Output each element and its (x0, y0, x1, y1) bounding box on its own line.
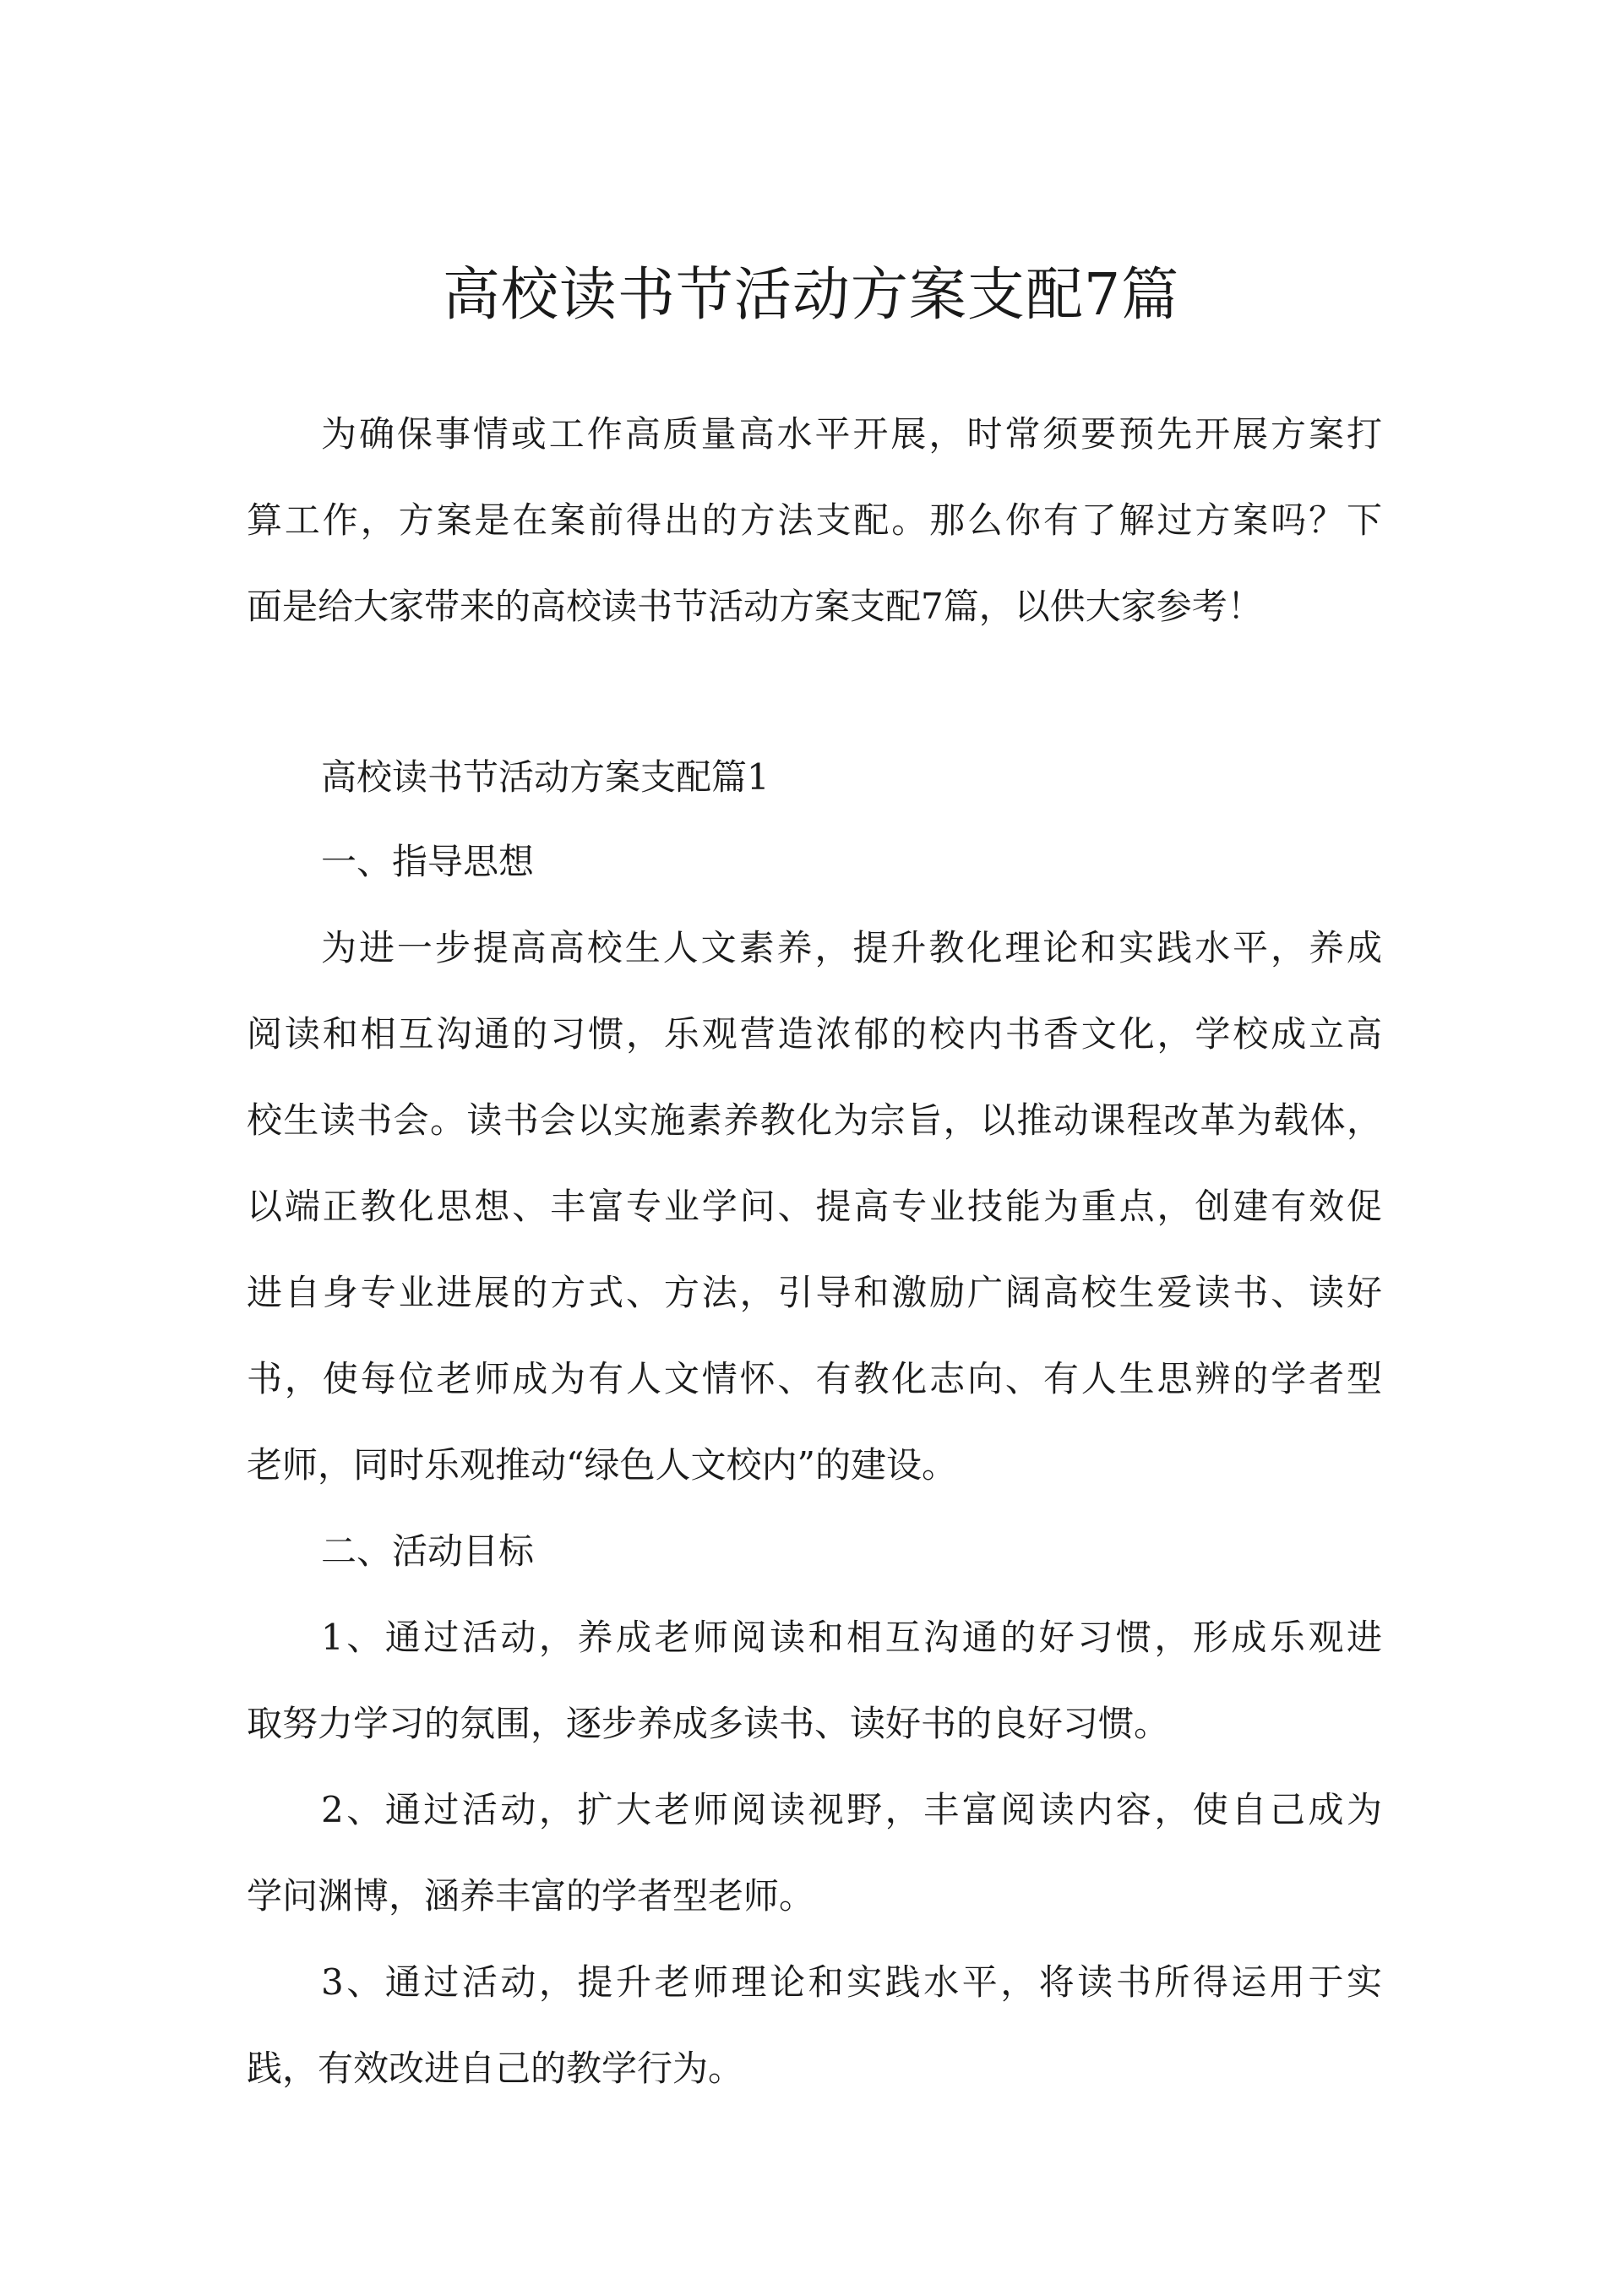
goal-item-line: 2、通过活动，扩大老师阅读视野，丰富阅读内容，使自己成为 (321, 1789, 1382, 1830)
goal-item-line: 3、通过活动，提升老师理论和实践水平，将读书所得运用于实 (321, 1961, 1382, 2003)
part1-line: 老师，同时乐观推动“绿色人文校内”的建设。 (247, 1444, 957, 1486)
intro-line: 为确保事情或工作高质量高水平开展，时常须要预先开展方案打 (321, 413, 1382, 455)
part1-line: 阅读和相互沟通的习惯，乐观营造浓郁的校内书香文化，学校成立高 (247, 1013, 1382, 1055)
part1-line: 书，使每位老师成为有人文情怀、有教化志向、有人生思辨的学者型 (247, 1358, 1382, 1399)
part1-line: 校生读书会。读书会以实施素养教化为宗旨，以推动课程改革为载体， (247, 1099, 1382, 1141)
part1-line: 进自身专业进展的方式、方法，引导和激励广阔高校生爱读书、读好 (247, 1272, 1382, 1313)
document-title: 高校读书节活动方案支配7篇 (442, 262, 1180, 329)
part1-line: 以端正教化思想、丰富专业学问、提高专业技能为重点，创建有效促 (247, 1186, 1382, 1227)
intro-line: 面是给大家带来的高校读书节活动方案支配7篇，以供大家参考！ (247, 586, 1263, 627)
goal-item-line: 践，有效改进自己的教学行为。 (247, 2048, 744, 2089)
part1-line: 为进一步提高高校生人文素养，提升教化理论和实践水平，养成 (321, 927, 1382, 968)
goal-item-line: 取努力学习的氛围，逐步养成多读书、读好书的良好习惯。 (247, 1703, 1170, 1744)
intro-line: 算工作，方案是在案前得出的方法支配。那么你有了解过方案吗？下 (247, 499, 1382, 541)
section-heading: 高校读书节活动方案支配篇1 (321, 756, 770, 798)
part1-heading: 一、指导思想 (321, 841, 535, 882)
part2-heading: 二、活动目标 (321, 1530, 535, 1572)
goal-item-line: 1、通过活动，养成老师阅读和相互沟通的好习惯，形成乐观进 (321, 1617, 1382, 1658)
goal-item-line: 学问渊博，涵养丰富的学者型老师。 (247, 1875, 815, 1917)
